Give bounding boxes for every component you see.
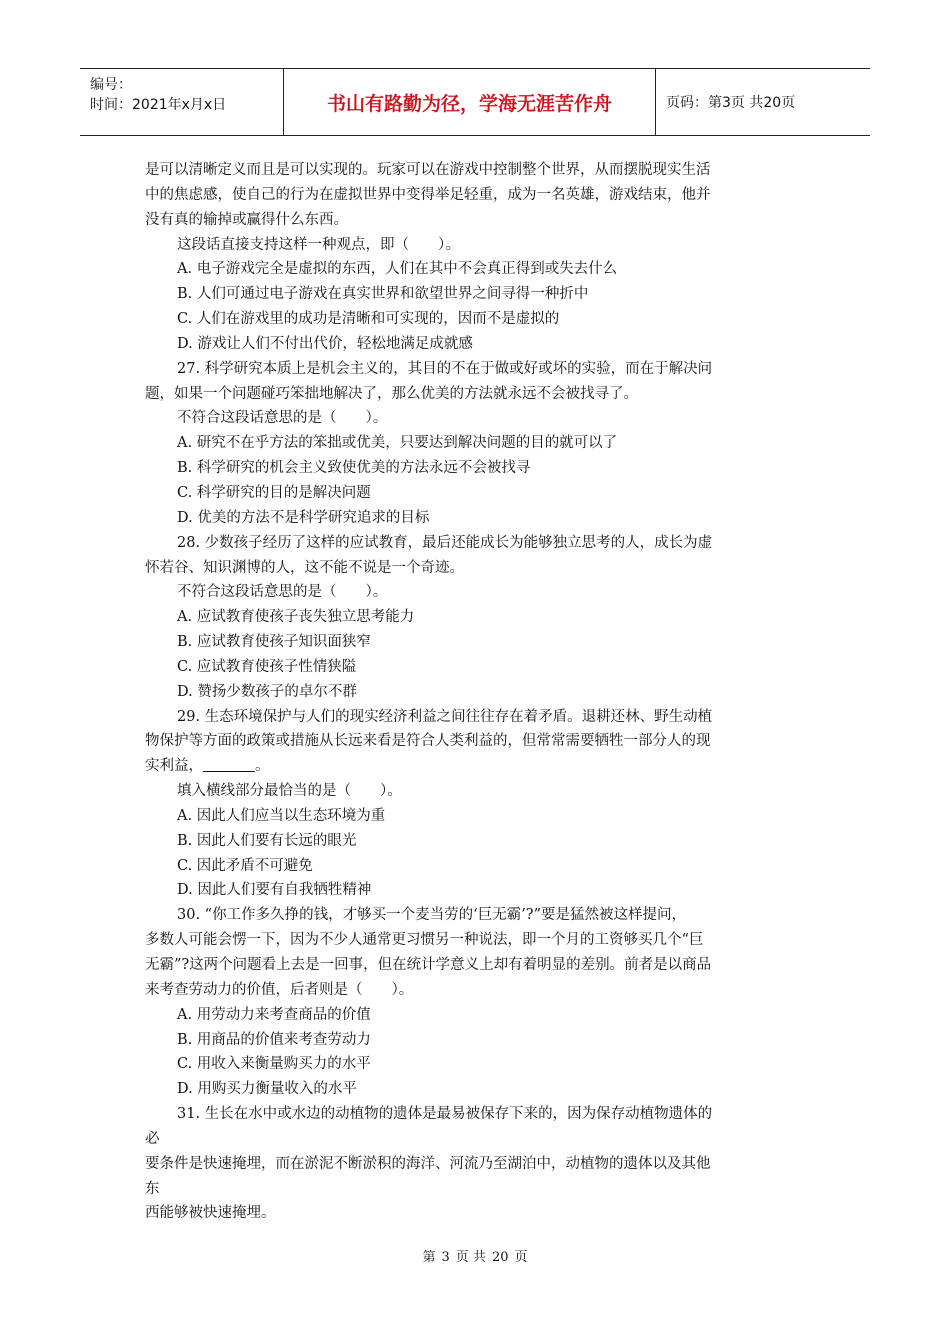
line-text: C. 人们在游戏里的成功是清晰和可实现的，因而不是虚拟的: [177, 311, 560, 328]
text-line: [145, 431, 807, 456]
footer-total-pages: 20: [491, 1250, 509, 1265]
text-line: [145, 1177, 807, 1202]
text-line: [145, 878, 807, 903]
header-page-info: 页码：第3页 共20页: [666, 95, 796, 111]
line-text: D. 优美的方法不是科学研究追求的目标: [177, 509, 430, 526]
line-text: B. 因此人们要有长远的眼光: [177, 832, 357, 849]
text-line: [145, 1102, 807, 1127]
line-text: 要条件是快速掩埋，而在淤泥不断淤积的海洋、河流乃至湖泊中，动植物的遗体以及其他: [145, 1155, 711, 1172]
text-line: [145, 928, 807, 953]
line-text: B. 科学研究的机会主义致使优美的方法永远不会被找寻: [177, 460, 531, 477]
line-text: C. 用收入来衡量购买力的水平: [177, 1056, 371, 1073]
footer-suffix: 页: [514, 1250, 528, 1265]
line-text: C. 因此矛盾不可避免: [177, 857, 313, 874]
footer-page-number: 3: [441, 1250, 450, 1265]
line-text: 物保护等方面的政策或措施从长远来看是符合人类利益的，但常常需要牺牲一部分人的现: [145, 733, 711, 750]
text-line: [145, 655, 807, 680]
line-text: 来考查劳动力的价值，后者则是（ ）。: [145, 981, 414, 998]
header-code-label: 编号：: [90, 77, 132, 93]
text-line: [145, 729, 807, 754]
fill-in-blank: [203, 757, 255, 772]
line-text: D. 游戏让人们不付出代价，轻松地满足成就感: [177, 335, 473, 352]
text-line: [145, 1003, 807, 1028]
line-text: 是可以清晰定义而且是可以实现的。玩家可以在游戏中控制整个世界，从而摆脱现实生活: [145, 162, 711, 178]
line-text: A. 用劳动力来考查商品的价值: [177, 1006, 371, 1023]
text-line: [145, 1028, 807, 1053]
text-line: [145, 282, 807, 307]
line-text: C. 应试教育使孩子性情狭隘: [177, 658, 357, 675]
line-text: B. 人们可通过电子游戏在真实世界和欲望世界之间寻得一种折中: [177, 286, 589, 303]
text-line: [145, 1127, 807, 1152]
header-date: 时间：2021年x月x日: [90, 97, 227, 113]
line-text: A. 电子游戏完全是虚拟的东西，人们在其中不会真正得到或失去什么: [177, 261, 618, 278]
text-line: [145, 854, 807, 879]
text-line: [145, 233, 807, 258]
text-line: [145, 1052, 807, 1077]
line-text: 30. “你工作多久挣的钱，才够买一个麦当劳的‘巨无霸’?”要是猛然被这样提问，: [177, 907, 686, 924]
line-text: 填入横线部分最恰当的是（ ）。: [177, 783, 402, 800]
text-line: [145, 531, 807, 556]
line-text: 东: [145, 1180, 160, 1197]
text-line: [145, 1152, 807, 1177]
line-text: 28. 少数孩子经历了这样的应试教育，最后还能成长为能够独立思考的人，成长为虚: [177, 534, 713, 551]
line-text: D. 赞扬少数孩子的卓尔不群: [177, 683, 357, 700]
line-text: 必: [145, 1130, 160, 1147]
line-text: C. 科学研究的目的是解决问题: [177, 484, 371, 501]
text-line: [145, 953, 807, 978]
text-line: [145, 605, 807, 630]
text-line: [145, 630, 807, 655]
line-text: 中的焦虑感，使自己的行为在虚拟世界中变得举足轻重，成为一名英雄，游戏结束，他并: [145, 186, 711, 203]
line-text: 没有真的输掉或赢得什么东西。: [145, 211, 348, 228]
line-text: 实利益，: [145, 758, 203, 775]
line-text: 无霸”?这两个问题看上去是一回事，但在统计学意义上却有着明显的差别。前者是以商品: [145, 957, 712, 973]
text-line: [145, 506, 807, 531]
text-line: [145, 307, 807, 332]
line-text: 27. 科学研究本质上是机会主义的，其目的不在于做或好或坏的实验，而在于解决问: [177, 360, 713, 377]
text-line: [145, 556, 807, 581]
line-text: A. 应试教育使孩子丧失独立思考能力: [177, 609, 415, 626]
page-header: [80, 68, 870, 136]
footer-prefix: 第: [422, 1250, 436, 1265]
text-line: [145, 406, 807, 431]
text-line: [145, 456, 807, 481]
page-footer: [0, 1246, 950, 1265]
text-line: [145, 1201, 807, 1226]
footer-mid: 页 共: [455, 1250, 486, 1265]
line-text: B. 应试教育使孩子知识面狭窄: [177, 634, 371, 651]
text-line: [145, 257, 807, 282]
line-text: A. 因此人们应当以生态环境为重: [177, 807, 386, 824]
line-text: 31. 生长在水中或水边的动植物的遗体是最易被保存下来的，因为保存动植物遗体的: [177, 1106, 713, 1123]
line-text: 题，如果一个问题碰巧笨拙地解决了，那么优美的方法就永远不会被找寻了。: [145, 385, 638, 402]
text-line: [145, 680, 807, 705]
text-line: [145, 978, 807, 1003]
line-text: 多数人可能会愣一下，因为不少人通常更习惯另一种说法，即一个月的工资够买几个“巨: [145, 932, 704, 949]
line-text: 这段话直接支持这样一种观点，即（ ）。: [177, 236, 460, 253]
text-line: [145, 804, 807, 829]
line-text: 不符合这段话意思的是（ ）。: [177, 584, 388, 601]
text-line: [145, 183, 807, 208]
line-text: D. 用购买力衡量收入的水平: [177, 1081, 357, 1098]
text-line: [145, 1077, 807, 1102]
text-line: [145, 332, 807, 357]
text-line: [145, 158, 807, 183]
line-text: A. 研究不在乎方法的笨拙或优美，只要达到解决问题的目的就可以了: [177, 435, 618, 452]
line-text: 西能够被快速掩埋。: [145, 1205, 276, 1222]
header-meta: [80, 69, 283, 135]
line-text: 不符合这段话意思的是（ ）。: [177, 410, 388, 427]
text-line: [145, 357, 807, 382]
header-motto: 书山有路勤为径，学海无涯苦作舟: [283, 69, 656, 135]
text-line: [145, 580, 807, 605]
text-line: [145, 779, 807, 804]
text-line: [145, 754, 807, 779]
text-line: [145, 208, 807, 233]
line-text-after: 。: [255, 758, 270, 775]
line-text: D. 因此人们要有自我牺牲精神: [177, 882, 372, 899]
document-body: [145, 158, 807, 1226]
text-line: [145, 829, 807, 854]
line-text: B. 用商品的价值来考查劳动力: [177, 1031, 371, 1048]
text-line: [145, 705, 807, 730]
line-text: 怀若谷、知识渊博的人，这不能不说是一个奇迹。: [145, 559, 464, 576]
text-line: [145, 382, 807, 407]
text-line: [145, 481, 807, 506]
text-line: [145, 903, 807, 928]
line-text: 29. 生态环境保护与人们的现实经济利益之间往往存在着矛盾。退耕还林、野生动植: [177, 708, 713, 725]
